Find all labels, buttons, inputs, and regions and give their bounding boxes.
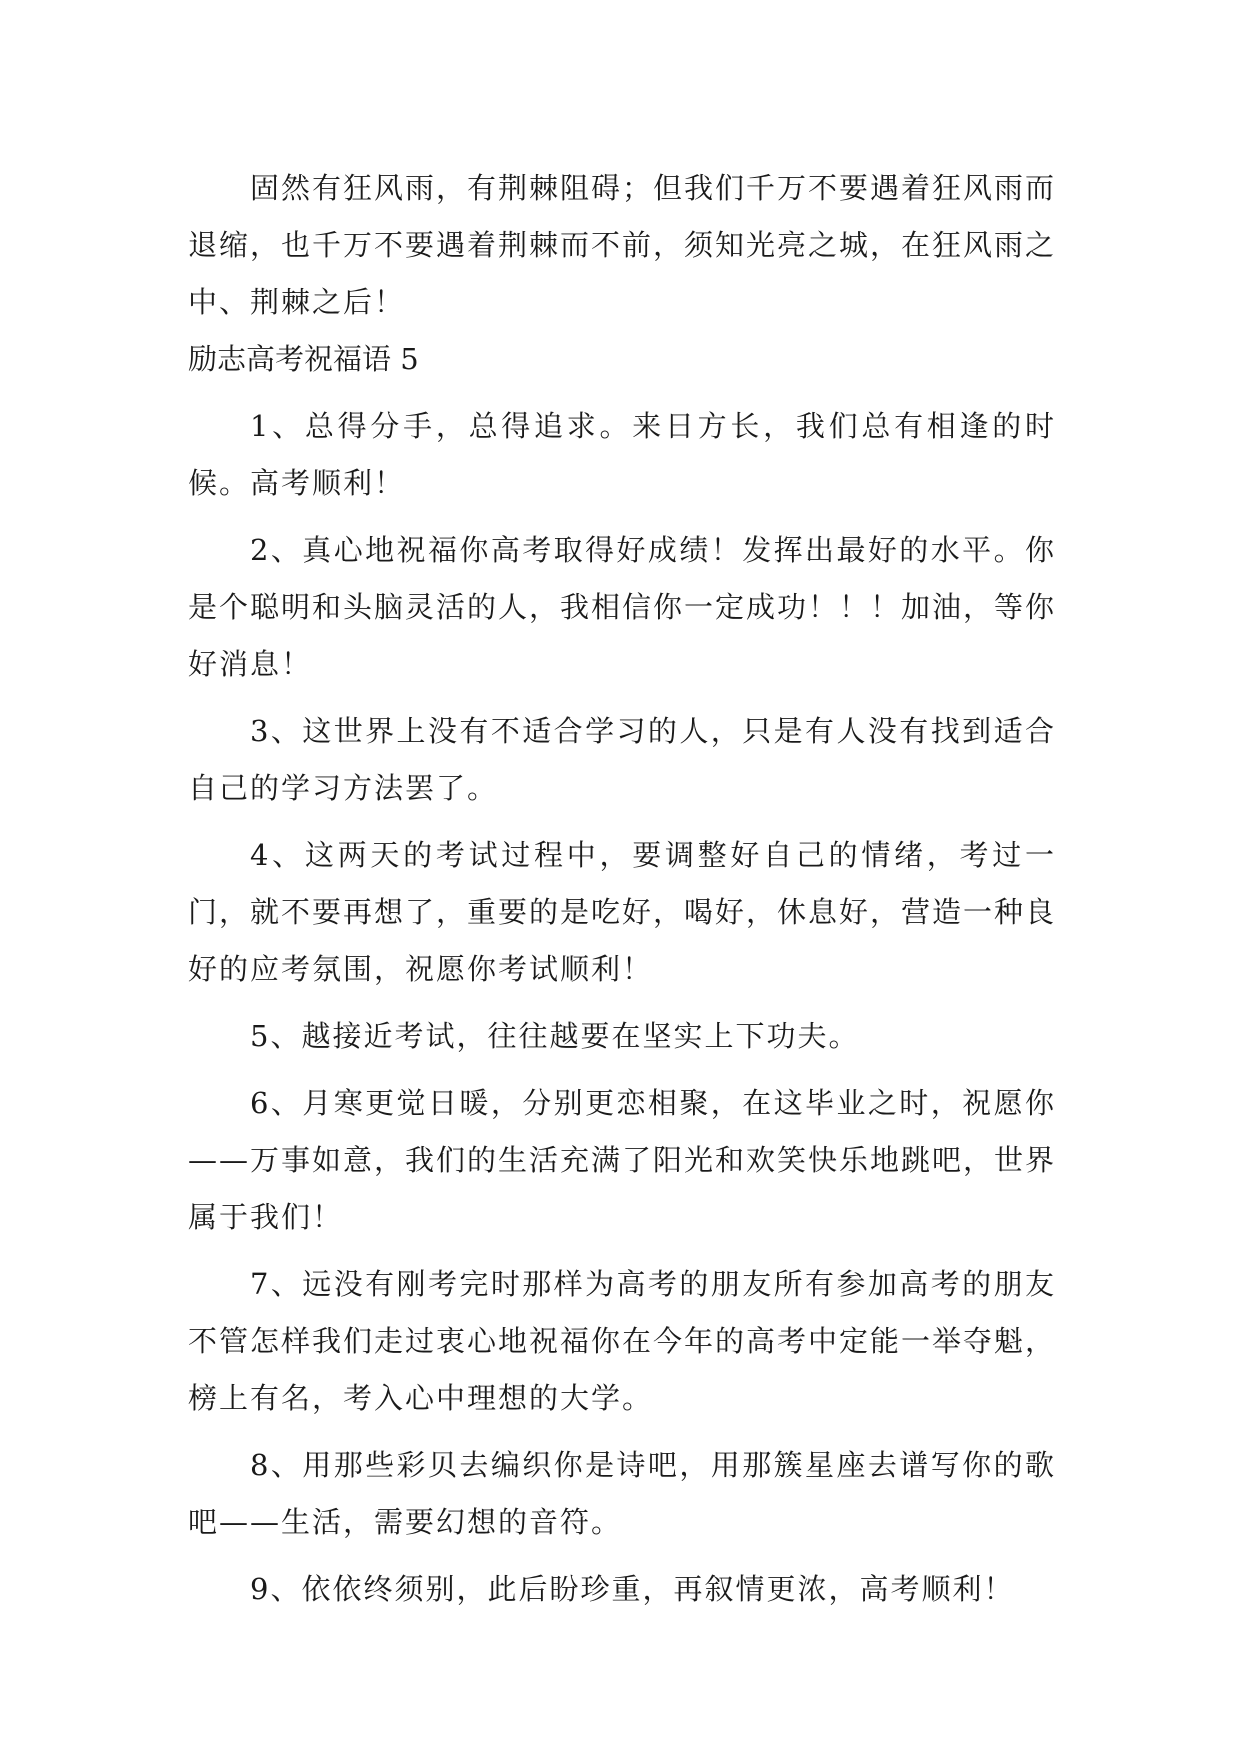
list-item: 8、用那些彩贝去编织你是诗吧，用那簇星座去谱写你的歌吧——生活，需要幻想的音符。 [188, 1448, 1056, 1539]
list-item: 3、这世界上没有不适合学习的人，只是有人没有找到适合自己的学习方法罢了。 [188, 714, 1056, 805]
list-item: 5、越接近考试，往往越要在坚实上下功夫。 [250, 1019, 860, 1053]
intro-paragraph: 固然有狂风雨，有荆棘阻碍；但我们千万不要遇着狂风雨而退缩，也千万不要遇着荆棘而不前，须知光亮之城，在狂风雨之中、荆棘之后！ [188, 171, 1057, 319]
list-item: 6、月寒更觉日暖，分别更恋相聚，在这毕业之时，祝愿你——万事如意，我们的生活充满了阳光和欢笑快乐地跳吧，世界属于我们！ [188, 1086, 1057, 1234]
list-item: 9、依依终须别，此后盼珍重，再叙情更浓，高考顺利！ [250, 1572, 1015, 1606]
list-item: 2、真心地祝福你高考取得好成绩！发挥出最好的水平。你是个聪明和头脑灵活的人，我相信你一定成功！！！加油，等你好消息！ [188, 533, 1057, 681]
list-item: 4、这两天的考试过程中，要调整好自己的情绪，考过一门，就不要再想了，重要的是吃好，喝好，休息好，营造一种良好的应考氛围，祝愿你考试顺利！ [188, 838, 1057, 986]
list-item: 7、远没有刚考完时那样为高考的朋友所有参加高考的朋友不管怎样我们走过衷心地祝福你在今年的高考中定能一举夺魁，榜上有名，考入心中理想的大学。 [188, 1267, 1057, 1415]
document-body [188, 160, 1056, 1618]
list-item: 1、总得分手，总得追求。来日方长，我们总有相逢的时候。高考顺利！ [188, 409, 1056, 500]
section-heading: 励志高考祝福语 5 [188, 342, 419, 376]
